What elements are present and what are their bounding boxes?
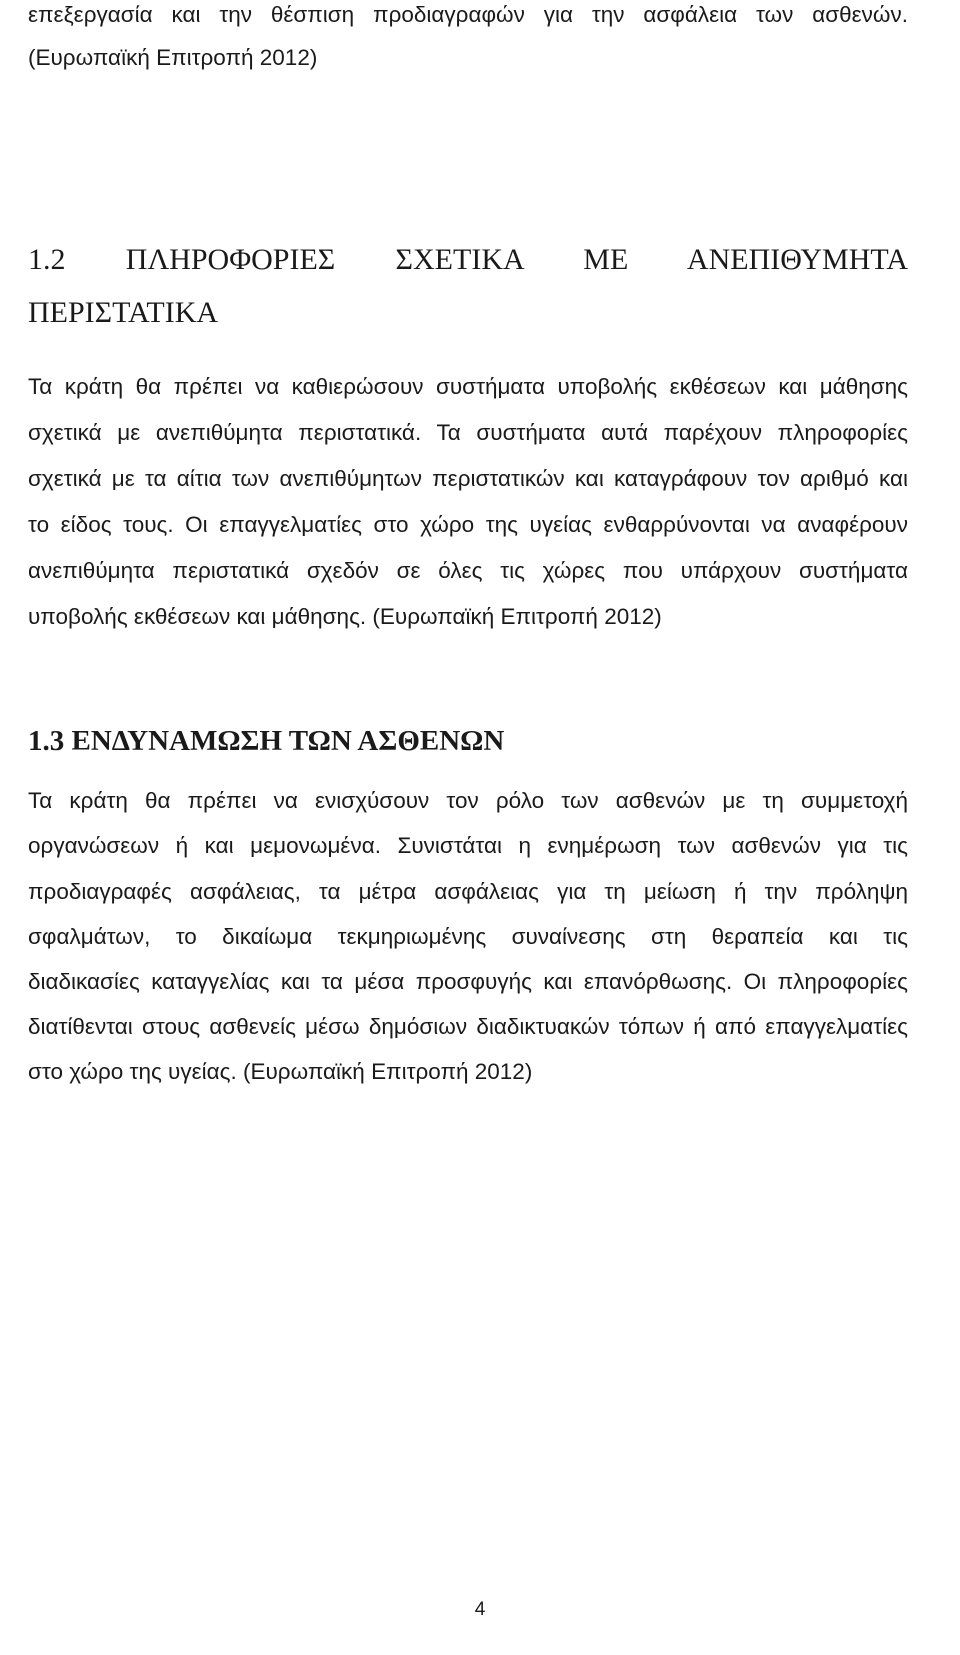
section-1-2-line-5: ανεπιθύμητα περιστατικά σχεδόν σε όλες τις χώρες που υπάρχουν συστήματα <box>28 558 908 583</box>
page-number: 4 <box>474 1599 486 1620</box>
section-1-2-heading-line-1: 1.2 ΠΛΗΡΟΦΟΡΙΕΣ ΣΧΕΤΙΚΑ ΜΕ ΑΝΕΠΙΘΥΜΗΤΑ <box>28 243 908 276</box>
section-1-3-heading: 1.3 ΕΝΔΥΝΑΜΩΣΗ ΤΩΝ ΑΣΘΕΝΩΝ <box>28 725 505 757</box>
section-1-2-heading-line-2: ΠΕΡΙΣΤΑΤΙΚΑ <box>28 296 219 329</box>
section-1-3-line-6: διατίθενται στους ασθενείς μέσω δημόσιων διαδικτυακών τόπων ή από επαγγελματίες <box>28 1014 908 1039</box>
section-1-3-line-4: σφαλμάτων, το δικαίωμα τεκμηριωμένης συναίνεσης στη θεραπεία και τις <box>28 924 908 949</box>
section-1-3-line-2: οργανώσεων ή και μεμονωμένα. Συνιστάται η ενημέρωση των ασθενών για τις <box>28 833 908 858</box>
intro-line-2: (Ευρωπαϊκή Επιτροπή 2012) <box>28 45 318 70</box>
section-1-3-line-1: Τα κράτη θα πρέπει να ενισχύσουν τον ρόλο των ασθενών με τη συμμετοχή <box>28 788 908 813</box>
section-1-2-line-3: σχετικά με τα αίτια των ανεπιθύμητων περιστατικών και καταγράφουν τον αριθμό και <box>28 466 908 491</box>
section-1-3-line-3: προδιαγραφές ασφάλειας, τα μέτρα ασφάλειας για τη μείωση ή την πρόληψη <box>28 879 908 904</box>
section-1-2-line-6: υποβολής εκθέσεων και μάθησης. (Ευρωπαϊκή Επιτροπή 2012) <box>28 604 662 629</box>
section-1-2-line-4: το είδος τους. Οι επαγγελματίες στο χώρο της υγείας ενθαρρύνονται να αναφέρουν <box>28 512 908 537</box>
intro-line-1: επεξεργασία και την θέσπιση προδιαγραφών για την ασφάλεια των ασθενών. <box>28 2 908 27</box>
section-1-2-line-1: Τα κράτη θα πρέπει να καθιερώσουν συστήματα υποβολής εκθέσεων και μάθησης <box>28 374 908 399</box>
section-1-2-line-2: σχετικά με ανεπιθύμητα περιστατικά. Τα συστήματα αυτά παρέχουν πληροφορίες <box>28 420 908 445</box>
section-1-3-line-5: διαδικασίες καταγγελίας και τα μέσα προσφυγής και επανόρθωσης. Οι πληροφορίες <box>28 969 908 994</box>
section-1-3-line-7: στο χώρο της υγείας. (Ευρωπαϊκή Επιτροπή 2012) <box>28 1059 533 1084</box>
